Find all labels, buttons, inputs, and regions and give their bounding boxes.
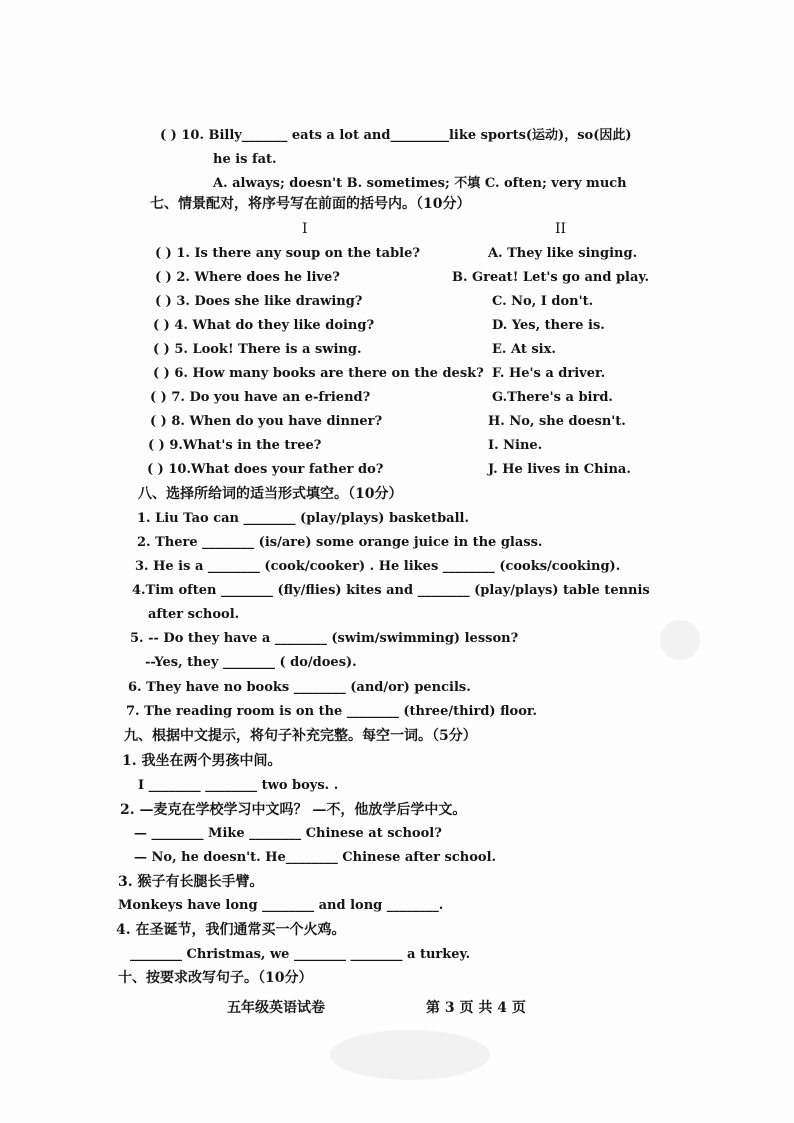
fill-line-3: 3. He is a ________ (cook/cooker) . He likes ________ (cooks/cooking). — [135, 559, 621, 574]
fill-line-4-cont: after school. — [148, 607, 240, 622]
question-10-options: A. always; doesn't B. sometimes; 不填 C. often; very much — [213, 176, 627, 191]
match-right-i: I. Nine. — [488, 438, 543, 453]
scan-smudge — [660, 620, 700, 660]
translate-3-prompt: 3. 猴子有长腿长手臂。 — [118, 874, 264, 890]
fill-line-7: 7. The reading room is on the ________ (three/third) floor. — [126, 704, 538, 719]
section8-title: 八、选择所给词的适当形式填空。（10分） — [138, 486, 403, 502]
fill-line-6: 6. They have no books ________ (and/or) pencils. — [128, 680, 471, 695]
match-left-8: ( ) 8. When do you have dinner? — [150, 414, 383, 429]
match-left-10: ( ) 10.What does your father do? — [147, 462, 384, 477]
match-right-h: H. No, she doesn't. — [488, 414, 626, 429]
match-right-c: C. No, I don't. — [492, 294, 594, 309]
fill-line-2: 2. There ________ (is/are) some orange juice in the glass. — [137, 535, 543, 550]
footer-paper-title: 五年级英语试卷 — [227, 1000, 325, 1016]
translate-1-answer: I ________ ________ two boys. . — [138, 778, 339, 793]
question-10-line2: he is fat. — [213, 152, 277, 167]
match-left-9: ( ) 9.What's in the tree? — [148, 438, 322, 453]
scan-smudge — [330, 1030, 490, 1080]
match-right-b: B. Great! Let's go and play. — [452, 270, 649, 285]
fill-line-5: 5. -- Do they have a ________ (swim/swimming) lesson? — [130, 631, 519, 646]
footer-page-number: 第 3 页 共 4 页 — [426, 1000, 526, 1016]
translate-3-answer: Monkeys have long ________ and long ________. — [118, 898, 444, 913]
match-left-1: ( ) 1. Is there any soup on the table? — [155, 246, 421, 261]
match-right-a: A. They like singing. — [488, 246, 638, 261]
column-ii-header: II — [555, 221, 567, 237]
translate-2-prompt: 2. —麦克在学校学习中文吗？ —不，他放学后学中文。 — [120, 802, 467, 818]
section9-title: 九、根据中文提示，将句子补充完整。每空一词。（5分） — [124, 728, 477, 744]
question-10-line1: ( ) 10. Billy_______ eats a lot and_________like sports(运动)，so(因此) — [160, 128, 632, 143]
column-i-header: I — [302, 221, 308, 237]
translate-4-answer: ________ Christmas, we ________ ________ a turkey. — [130, 947, 471, 962]
translate-2-answer: — No, he doesn't. He________ Chinese after school. — [134, 850, 497, 865]
section7-title: 七、情景配对，将序号写在前面的括号内。（10分） — [150, 196, 471, 212]
fill-line-1: 1. Liu Tao can ________ (play/plays) basketball. — [137, 511, 469, 526]
match-right-j: J. He lives in China. — [488, 462, 631, 477]
translate-2-question: — ________ Mike ________ Chinese at school? — [134, 826, 442, 841]
translate-4-prompt: 4. 在圣诞节，我们通常买一个火鸡。 — [116, 922, 346, 938]
match-left-2: ( ) 2. Where does he live? — [155, 270, 340, 285]
section10-title: 十、按要求改写句子。（10分） — [118, 970, 313, 986]
match-left-7: ( ) 7. Do you have an e-friend? — [150, 390, 371, 405]
match-right-d: D. Yes, there is. — [492, 318, 605, 333]
match-right-g: G.There's a bird. — [492, 390, 613, 405]
fill-line-5-answer: --Yes, they ________ ( do/does). — [145, 655, 357, 670]
match-left-5: ( ) 5. Look! There is a swing. — [153, 342, 362, 357]
translate-1-prompt: 1. 我坐在两个男孩中间。 — [122, 753, 282, 769]
match-left-4: ( ) 4. What do they like doing? — [153, 318, 375, 333]
match-left-6: ( ) 6. How many books are there on the desk? — [153, 366, 484, 381]
match-left-3: ( ) 3. Does she like drawing? — [155, 294, 363, 309]
fill-line-4: 4.Tim often ________ (fly/flies) kites and ________ (play/plays) table tennis — [132, 583, 650, 598]
match-right-e: E. At six. — [492, 342, 556, 357]
match-right-f: F. He's a driver. — [492, 366, 606, 381]
